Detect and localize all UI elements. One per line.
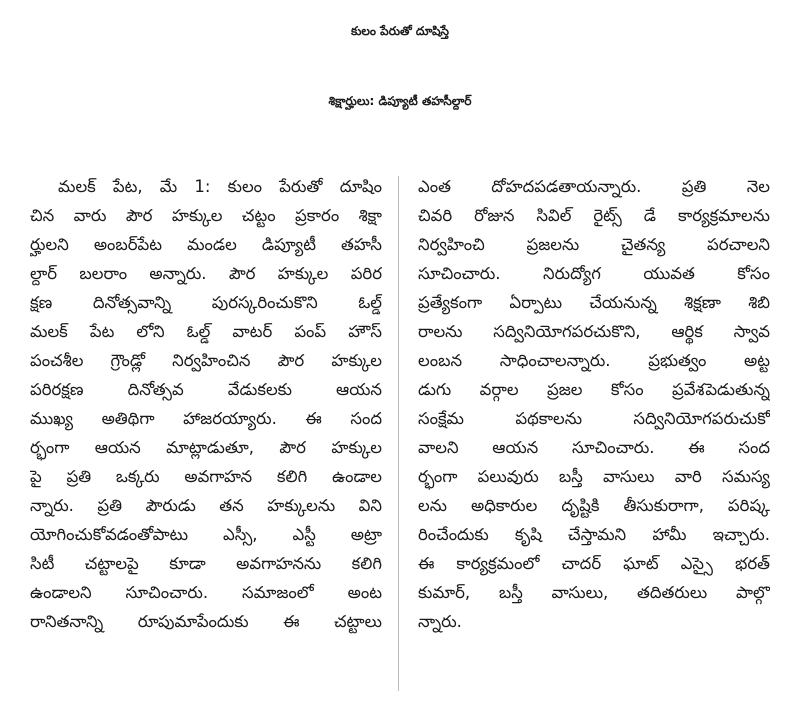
column-divider: [398, 176, 399, 691]
text-line: లంబన సాధించాలన్నారు. ప్రభుత్వం అట్ట: [418, 351, 770, 370]
article-column-right: [418, 172, 770, 692]
text-line: చిన వారు పౌర హక్కుల చట్టం ప్రకారం శిక్షా: [30, 206, 382, 225]
text-line: ర్భంగా పలువురు బస్తీ వాసులు వారి సమస్య: [418, 467, 770, 486]
text-line: రించేందుకు కృషి చేస్తామని హామీ ఇచ్చారు.: [418, 525, 770, 544]
text-line: న్నారు. ప్రతి పౌరుడు తన హక్కులను విని: [30, 496, 382, 515]
text-line: వాలని ఆయన సూచించారు. ఈ సంద: [418, 438, 770, 457]
text-line: నిర్వహించి ప్రజలను చైతన్య పరచాలని: [418, 235, 770, 254]
text-line: ర్భంగా ఆయన మాట్లాడుతూ, పౌర హక్కుల: [30, 438, 382, 457]
text-line: చివరి రోజున సివిల్ రైట్స్ డే కార్యక్రమాలను: [418, 206, 770, 225]
text-line: ముఖ్య అతిథిగా హాజరయ్యారు. ఈ సంద: [30, 409, 382, 428]
text-line: పై ప్రతి ఒక్కరు అవగాహన కలిగి ఉండాల: [30, 467, 382, 486]
text-line: ప్రత్యేకంగా ఏర్పాటు చేయనున్న శిక్షణా శిబి: [418, 293, 770, 312]
text-line: క్షణ దినోత్సవాన్ని పురస్కరించుకొని ఓల్డ్: [30, 293, 382, 312]
text-line: లను అధికారుల దృష్టికి తీసుకురాగా, పరిష్క: [418, 496, 770, 515]
article-kicker: కులం పేరుతో దూషిస్తే: [351, 24, 449, 38]
text-line: న్నారు.: [418, 612, 462, 631]
article-headline: శిక్షార్హులు: డిప్యూటీ తహసీల్దార్: [328, 94, 472, 108]
text-line: యోగించుకోవడంతోపాటు ఎస్సీ, ఎస్టీ అట్రా: [30, 525, 382, 544]
column-text: [418, 172, 770, 636]
text-line: పంచశీల గ్రౌండ్లో నిర్వహించిన పౌర హక్కుల: [30, 351, 382, 370]
text-line: పరిరక్షణ దినోత్సవ వేడుకలకు ఆయన: [30, 380, 382, 399]
article-column-left: [30, 172, 382, 692]
column-text: [30, 172, 382, 636]
text-line: కుమార్, బస్తీ వాసులు, తదితరులు పాల్గొ: [418, 583, 770, 602]
text-line: రాలను సద్వినియోగపరచుకొని, ఆర్థిక స్వావ: [418, 322, 770, 341]
text-line: సిటీ చట్టాలపై కూడా అవగాహనను కలిగి: [30, 554, 382, 573]
text-line: మలక్ పేట, మే 1: కులం పేరుతో దూషిం: [58, 177, 382, 196]
text-line: డుగు వర్గాల ప్రజల కోసం ప్రవేశపెడుతున్న: [418, 380, 770, 399]
text-line: ల్దార్ బలరాం అన్నారు. పౌర హక్కుల పరిర: [30, 264, 382, 283]
article-body: [30, 172, 770, 692]
text-line: ఉండాలని సూచించారు. సమాజంలో అంట: [30, 583, 382, 602]
text-line: ర్హులని అంబర్‌పేట మండల డిప్యూటీ తహసీ: [30, 235, 382, 254]
text-line: ఎంత దోహదపడతాయన్నారు. ప్రతి నెల: [418, 177, 770, 196]
text-line: రానితనాన్ని రూపుమాపేందుకు ఈ చట్టాలు: [30, 612, 382, 631]
text-line: మలక్ పేట లోని ఓల్డ్ వాటర్ పంప్ హౌస్: [30, 322, 382, 341]
text-line: సంక్షేమ పథకాలను సద్వినియోగపరుచుకో: [418, 409, 770, 428]
text-line: సూచించారు. నిరుద్యోగ యువత కోసం: [418, 264, 770, 283]
text-line: ఈ కార్యక్రమంలో చాదర్ ఘాట్ ఎస్సై భరత్: [418, 554, 770, 573]
